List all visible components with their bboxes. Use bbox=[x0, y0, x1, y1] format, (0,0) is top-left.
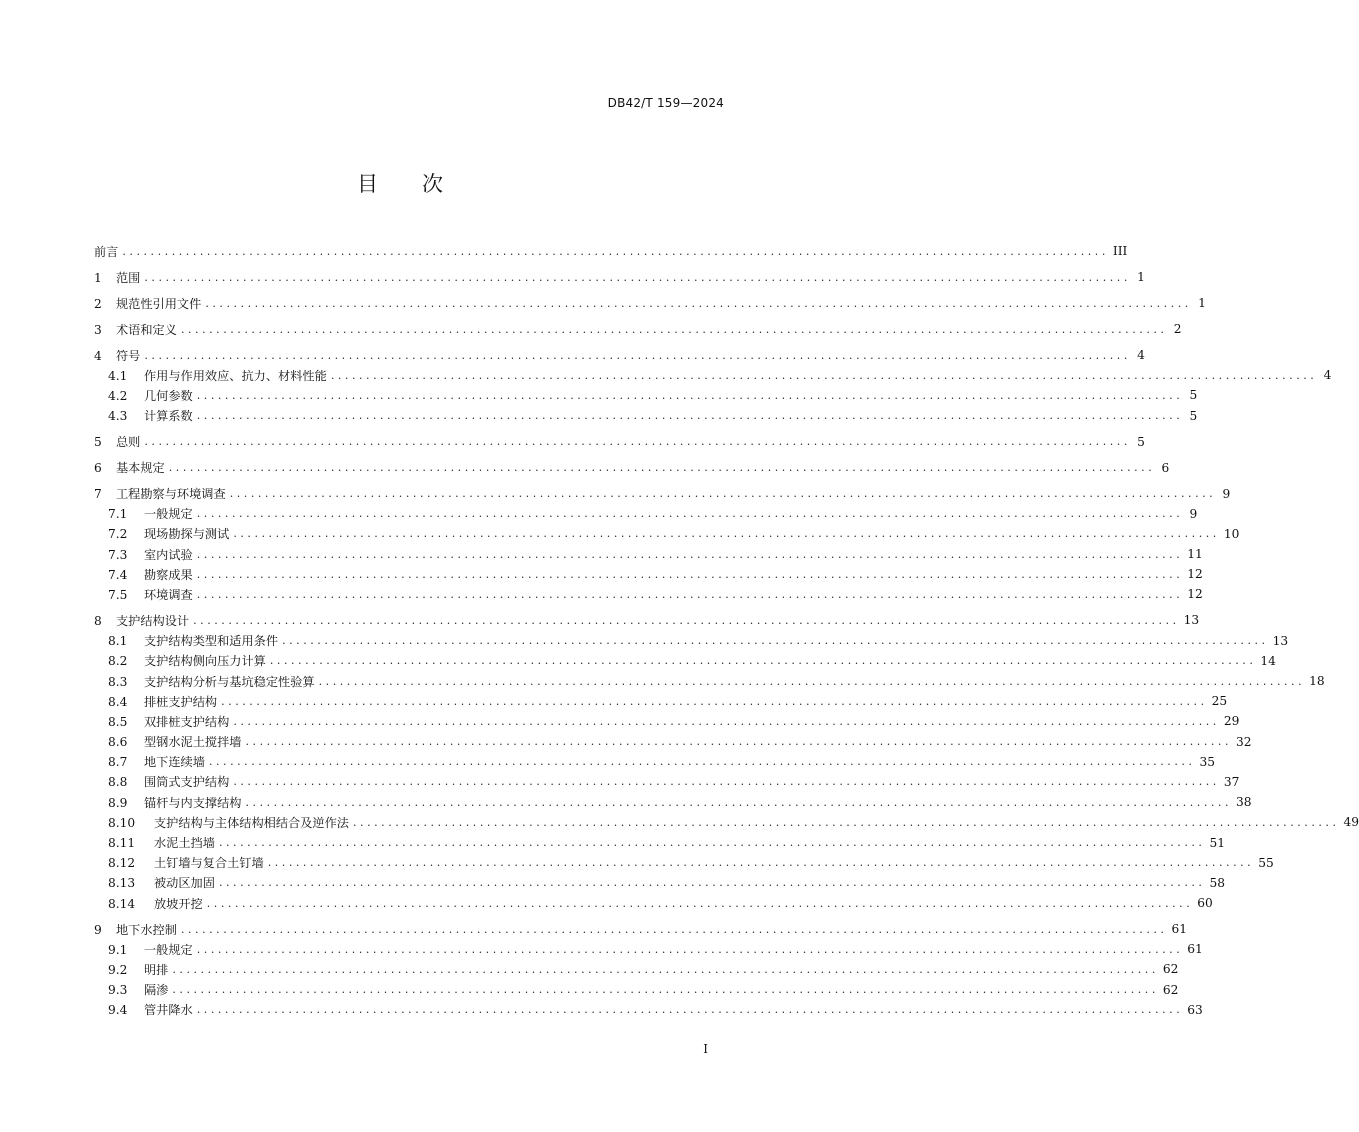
toc-entry-page: 58 bbox=[1209, 875, 1225, 890]
toc-entry-page: 13 bbox=[1183, 613, 1200, 628]
toc-entry-title: 范围 bbox=[116, 270, 141, 285]
toc-entry-title: 支护结构分析与基坑稳定性验算 bbox=[144, 674, 315, 689]
toc-leader-dots: ............................................................................................................................................ bbox=[245, 795, 1233, 809]
toc-entry-label bbox=[94, 459, 167, 476]
toc-leader-dots: ............................................................................................................................................ bbox=[193, 613, 1180, 627]
toc-entry-label bbox=[94, 981, 170, 998]
toc-entry-title: 土钉墙与复合土钉墙 bbox=[154, 856, 264, 871]
toc-leader-dots: ............................................................................................................................................ bbox=[245, 735, 1233, 749]
toc-entry-label bbox=[94, 566, 195, 583]
toc-leader-dots: ............................................................................................................................................ bbox=[229, 487, 1217, 501]
toc-leader-dots: ............................................................................................................................................ bbox=[269, 654, 1257, 668]
toc-entry-number: 8.1 bbox=[108, 634, 128, 649]
toc-entry-page: 49 bbox=[1343, 815, 1359, 830]
toc-entry[interactable] bbox=[94, 457, 1170, 477]
toc-entry-page: III bbox=[1112, 244, 1128, 259]
toc-entry-number: 8.6 bbox=[108, 735, 128, 750]
toc-entry-title: 双排桩支护结构 bbox=[144, 714, 230, 729]
toc-entry-title: 前言 bbox=[94, 244, 119, 259]
toc-entry-title: 一般规定 bbox=[144, 942, 193, 957]
toc-entry-page: 11 bbox=[1187, 547, 1203, 562]
toc-entry-title: 支护结构侧向压力计算 bbox=[144, 654, 266, 669]
toc-entry-title: 一般规定 bbox=[144, 507, 193, 522]
toc-entry[interactable] bbox=[94, 293, 1206, 313]
toc-entry-number: 8.12 bbox=[108, 856, 136, 871]
toc-entry-number: 8.9 bbox=[108, 795, 128, 810]
toc-entry-number: 9.3 bbox=[108, 983, 128, 998]
toc-entry-page: 5 bbox=[1189, 408, 1198, 423]
toc-entry[interactable] bbox=[94, 345, 1145, 365]
toc-entry-number: 7.4 bbox=[108, 567, 128, 582]
toc-leader-dots: ............................................................................................................................................ bbox=[318, 674, 1306, 688]
toc-entry-title: 支护结构与主体结构相结合及逆作法 bbox=[154, 815, 349, 830]
toc-entry-label bbox=[94, 773, 231, 790]
toc-entry-title: 工程勘察与环境调查 bbox=[116, 487, 226, 502]
toc-entry-title: 几何参数 bbox=[144, 388, 193, 403]
toc-entry-title: 室内试验 bbox=[144, 547, 193, 562]
toc-entry-label bbox=[94, 485, 228, 502]
toc-entry-label bbox=[94, 347, 142, 364]
toc-leader-dots: ............................................................................................................................................ bbox=[330, 368, 1318, 382]
toc-entry-page: 14 bbox=[1260, 653, 1276, 668]
toc-entry[interactable] bbox=[94, 1000, 1203, 1020]
toc-entry-title: 环境调查 bbox=[144, 587, 193, 602]
toc-leader-dots: ............................................................................................................................................ bbox=[180, 922, 1168, 936]
toc-entry[interactable] bbox=[94, 959, 1179, 979]
toc-entry-page: 5 bbox=[1189, 388, 1198, 403]
toc-leader-dots: ............................................................................................................................................ bbox=[282, 634, 1269, 648]
toc-entry-page: 18 bbox=[1309, 674, 1325, 689]
toc-entry[interactable] bbox=[94, 691, 1228, 711]
toc-entry-page: 37 bbox=[1223, 774, 1240, 789]
toc-entry[interactable] bbox=[94, 980, 1179, 1000]
toc-entry[interactable] bbox=[94, 241, 1128, 261]
toc-entry-page: 61 bbox=[1171, 922, 1187, 937]
toc-entry-page: 4 bbox=[1323, 368, 1332, 383]
toc-entry-page: 35 bbox=[1199, 754, 1215, 769]
toc-entry-number: 8.3 bbox=[108, 674, 128, 689]
toc-entry-label bbox=[94, 941, 195, 958]
toc-entry[interactable] bbox=[94, 873, 1225, 893]
toc-entry-page: 12 bbox=[1187, 587, 1203, 602]
toc-entry-label bbox=[94, 387, 195, 404]
toc-entry-label bbox=[94, 632, 280, 649]
toc-entry-label bbox=[94, 693, 219, 710]
toc-leader-dots: ............................................................................................................................................ bbox=[196, 547, 1184, 561]
standard-code: DB42/T 159—2024 bbox=[607, 96, 724, 110]
toc-entry[interactable] bbox=[94, 483, 1231, 503]
toc-leader-dots: ............................................................................................................................................ bbox=[144, 270, 1131, 284]
toc-entry-title: 地下水控制 bbox=[116, 922, 177, 937]
toc-entry-number: 4.3 bbox=[108, 409, 128, 424]
toc-entry-page: 55 bbox=[1258, 855, 1274, 870]
toc-entry-title: 总则 bbox=[116, 435, 141, 450]
toc-entry[interactable] bbox=[94, 893, 1213, 913]
toc-entry-number: 8.10 bbox=[108, 815, 136, 830]
toc-leader-dots: ............................................................................................................................................ bbox=[233, 775, 1220, 789]
toc-entry-title: 锚杆与内支撑结构 bbox=[144, 795, 242, 810]
page-number: I bbox=[703, 1042, 708, 1056]
toc-leader-dots: ............................................................................................................................................ bbox=[144, 348, 1131, 362]
toc-entry-page: 13 bbox=[1272, 633, 1289, 648]
toc-leader-dots: ............................................................................................................................................ bbox=[172, 983, 1159, 997]
toc-entry-page: 9 bbox=[1189, 506, 1198, 521]
toc-entry-page: 12 bbox=[1187, 567, 1203, 582]
title-char-2: 次 bbox=[422, 172, 443, 196]
toc-entry[interactable] bbox=[94, 671, 1325, 691]
toc-entry-label bbox=[94, 586, 195, 603]
toc-entry-title: 计算系数 bbox=[144, 409, 193, 424]
toc-entry-number: 7.1 bbox=[108, 507, 128, 522]
table-of-contents bbox=[94, 241, 1359, 1020]
toc-entry-page: 63 bbox=[1187, 1002, 1203, 1017]
toc-leader-dots: ............................................................................................................................................ bbox=[353, 815, 1340, 829]
toc-entry-number: 4.1 bbox=[108, 368, 128, 383]
toc-entry-label bbox=[94, 921, 179, 938]
toc-entry-label bbox=[94, 505, 195, 522]
toc-entry-page: 61 bbox=[1187, 942, 1203, 957]
toc-entry-title: 管井降水 bbox=[144, 1003, 193, 1018]
toc-entry-number: 8.11 bbox=[108, 836, 136, 851]
toc-entry-number: 7.3 bbox=[108, 547, 128, 562]
toc-entry-title: 地下连续墙 bbox=[144, 755, 205, 770]
toc-entry-page: 2 bbox=[1173, 322, 1182, 337]
toc-leader-dots: ............................................................................................................................................ bbox=[196, 587, 1184, 601]
toc-leader-dots: ............................................................................................................................................ bbox=[196, 409, 1184, 423]
page-title bbox=[0, 168, 800, 198]
toc-entry-number: 4.2 bbox=[108, 388, 128, 403]
toc-entry[interactable] bbox=[94, 812, 1359, 832]
toc-entry-title: 基本规定 bbox=[116, 461, 165, 476]
toc-leader-dots: ............................................................................................................................................ bbox=[196, 942, 1184, 956]
toc-leader-dots: ............................................................................................................................................ bbox=[168, 461, 1156, 475]
toc-entry-label bbox=[94, 525, 231, 542]
toc-entry-number: 8.8 bbox=[108, 775, 128, 790]
toc-entry[interactable] bbox=[94, 792, 1252, 812]
toc-entry-number: 9.2 bbox=[108, 962, 128, 977]
toc-entry-label bbox=[94, 713, 231, 730]
toc-entry-title: 作用与作用效应、抗力、材料性能 bbox=[144, 368, 327, 383]
toc-entry-number: 8.5 bbox=[108, 714, 128, 729]
toc-entry-label bbox=[94, 733, 244, 750]
toc-entry-page: 5 bbox=[1137, 434, 1145, 449]
toc-leader-dots: ............................................................................................................................................ bbox=[218, 876, 1206, 890]
toc-entry-page: 32 bbox=[1236, 734, 1252, 749]
toc-entry-number: 1 bbox=[94, 270, 102, 285]
toc-entry[interactable] bbox=[94, 406, 1198, 426]
toc-leader-dots: ............................................................................................................................................ bbox=[196, 507, 1184, 521]
toc-entry[interactable] bbox=[94, 732, 1252, 752]
toc-entry[interactable] bbox=[94, 544, 1203, 564]
toc-entry-label bbox=[94, 814, 351, 831]
toc-entry-label bbox=[94, 407, 195, 424]
toc-entry-number: 8.13 bbox=[108, 876, 136, 891]
toc-entry-label bbox=[94, 367, 329, 384]
toc-entry-number: 9.4 bbox=[108, 1003, 128, 1018]
toc-entry-page: 1 bbox=[1137, 270, 1145, 285]
toc-entry-label bbox=[94, 269, 142, 286]
toc-entry-label bbox=[94, 673, 317, 690]
toc-entry-label bbox=[94, 546, 195, 563]
toc-entry-label bbox=[94, 753, 207, 770]
toc-entry-title: 排桩支护结构 bbox=[144, 694, 218, 709]
toc-entry-label bbox=[94, 854, 266, 871]
toc-entry-title: 隔渗 bbox=[144, 983, 169, 998]
toc-entry-page: 6 bbox=[1161, 460, 1170, 475]
toc-entry[interactable] bbox=[94, 319, 1182, 339]
toc-entry-title: 现场勘探与测试 bbox=[144, 527, 230, 542]
toc-entry-page: 38 bbox=[1236, 795, 1252, 810]
toc-leader-dots: ............................................................................................................................................ bbox=[267, 856, 1255, 870]
toc-entry-number: 9 bbox=[94, 922, 102, 937]
toc-entry-title: 术语和定义 bbox=[116, 322, 177, 337]
toc-leader-dots: ............................................................................................................................................ bbox=[221, 694, 1208, 708]
toc-entry-title: 支护结构设计 bbox=[116, 613, 190, 628]
toc-entry[interactable] bbox=[94, 752, 1215, 772]
toc-entry-title: 围筒式支护结构 bbox=[144, 775, 230, 790]
toc-entry[interactable] bbox=[94, 524, 1240, 544]
toc-entry-title: 明排 bbox=[144, 962, 169, 977]
toc-entry-number: 8 bbox=[94, 613, 102, 628]
toc-entry-label bbox=[94, 834, 217, 851]
toc-entry-title: 型钢水泥土搅拌墙 bbox=[144, 735, 242, 750]
toc-leader-dots: ............................................................................................................................................ bbox=[180, 322, 1168, 336]
toc-entry[interactable] bbox=[94, 711, 1240, 731]
toc-entry-label bbox=[94, 652, 268, 669]
toc-entry-page: 9 bbox=[1222, 486, 1231, 501]
toc-entry-title: 被动区加固 bbox=[154, 876, 215, 891]
toc-entry[interactable] bbox=[94, 385, 1198, 405]
toc-entry[interactable] bbox=[94, 832, 1225, 852]
toc-leader-dots: ............................................................................................................................................ bbox=[196, 1003, 1184, 1017]
toc-entry[interactable] bbox=[94, 431, 1145, 451]
toc-leader-dots: ............................................................................................................................................ bbox=[196, 567, 1184, 581]
toc-entry-number: 2 bbox=[94, 296, 102, 311]
toc-entry-number: 8.7 bbox=[108, 755, 128, 770]
toc-entry[interactable] bbox=[94, 631, 1289, 651]
toc-leader-dots: ............................................................................................................................................ bbox=[144, 435, 1131, 449]
toc-entry-number: 4 bbox=[94, 348, 102, 363]
toc-entry-title: 水泥土挡墙 bbox=[154, 836, 215, 851]
toc-entry-title: 支护结构类型和适用条件 bbox=[144, 634, 279, 649]
toc-entry-label bbox=[94, 961, 170, 978]
toc-entry-page: 62 bbox=[1162, 962, 1179, 977]
toc-entry[interactable] bbox=[94, 939, 1203, 959]
toc-entry-number: 8.4 bbox=[108, 694, 128, 709]
toc-leader-dots: ............................................................................................................................................ bbox=[233, 527, 1220, 541]
toc-entry[interactable] bbox=[94, 564, 1203, 584]
toc-entry[interactable] bbox=[94, 919, 1187, 939]
toc-entry[interactable] bbox=[94, 584, 1203, 604]
toc-entry-number: 7.2 bbox=[108, 527, 128, 542]
toc-entry[interactable] bbox=[94, 853, 1274, 873]
toc-leader-dots: ............................................................................................................................................ bbox=[122, 244, 1109, 258]
toc-entry-number: 8.14 bbox=[108, 896, 136, 911]
toc-leader-dots: ............................................................................................................................................ bbox=[218, 836, 1206, 850]
toc-entry-label bbox=[94, 794, 244, 811]
toc-entry-page: 60 bbox=[1197, 896, 1213, 911]
toc-entry-label bbox=[94, 243, 120, 260]
toc-entry-label bbox=[94, 612, 191, 629]
toc-leader-dots: ............................................................................................................................................ bbox=[233, 714, 1220, 728]
toc-entry-label bbox=[94, 874, 217, 891]
toc-entry-page: 25 bbox=[1211, 694, 1228, 709]
toc-entry[interactable] bbox=[94, 772, 1240, 792]
toc-entry-title: 符号 bbox=[116, 348, 141, 363]
toc-entry-number: 7.5 bbox=[108, 587, 128, 602]
toc-entry-page: 62 bbox=[1162, 982, 1179, 997]
toc-entry-number: 3 bbox=[94, 322, 102, 337]
toc-entry-page: 10 bbox=[1223, 526, 1240, 541]
toc-entry-label bbox=[94, 1001, 195, 1018]
toc-entry[interactable] bbox=[94, 610, 1200, 630]
toc-leader-dots: ............................................................................................................................................ bbox=[206, 896, 1194, 910]
toc-entry-number: 6 bbox=[94, 461, 102, 476]
toc-entry-number: 8.2 bbox=[108, 654, 128, 669]
toc-leader-dots: ............................................................................................................................................ bbox=[172, 962, 1159, 976]
toc-entry-label bbox=[94, 295, 203, 312]
toc-entry-title: 放坡开挖 bbox=[154, 896, 203, 911]
toc-entry[interactable] bbox=[94, 365, 1332, 385]
toc-entry[interactable] bbox=[94, 267, 1145, 287]
toc-leader-dots: ............................................................................................................................................ bbox=[208, 755, 1196, 769]
toc-entry-number: 9.1 bbox=[108, 942, 128, 957]
toc-entry-label bbox=[94, 433, 142, 450]
toc-entry-label bbox=[94, 321, 179, 338]
toc-entry-number: 5 bbox=[94, 435, 102, 450]
toc-entry[interactable] bbox=[94, 651, 1276, 671]
toc-entry-page: 1 bbox=[1198, 296, 1206, 311]
toc-entry-page: 29 bbox=[1223, 714, 1240, 729]
toc-entry-page: 51 bbox=[1209, 835, 1225, 850]
toc-leader-dots: ............................................................................................................................................ bbox=[205, 296, 1192, 310]
toc-entry-number: 7 bbox=[94, 487, 102, 502]
toc-entry-title: 勘察成果 bbox=[144, 567, 193, 582]
toc-entry-page: 4 bbox=[1137, 348, 1145, 363]
title-char-1: 目 bbox=[357, 172, 378, 196]
toc-entry[interactable] bbox=[94, 504, 1198, 524]
toc-entry-title: 规范性引用文件 bbox=[116, 296, 202, 311]
toc-leader-dots: ............................................................................................................................................ bbox=[196, 388, 1184, 402]
toc-entry-label bbox=[94, 895, 205, 912]
